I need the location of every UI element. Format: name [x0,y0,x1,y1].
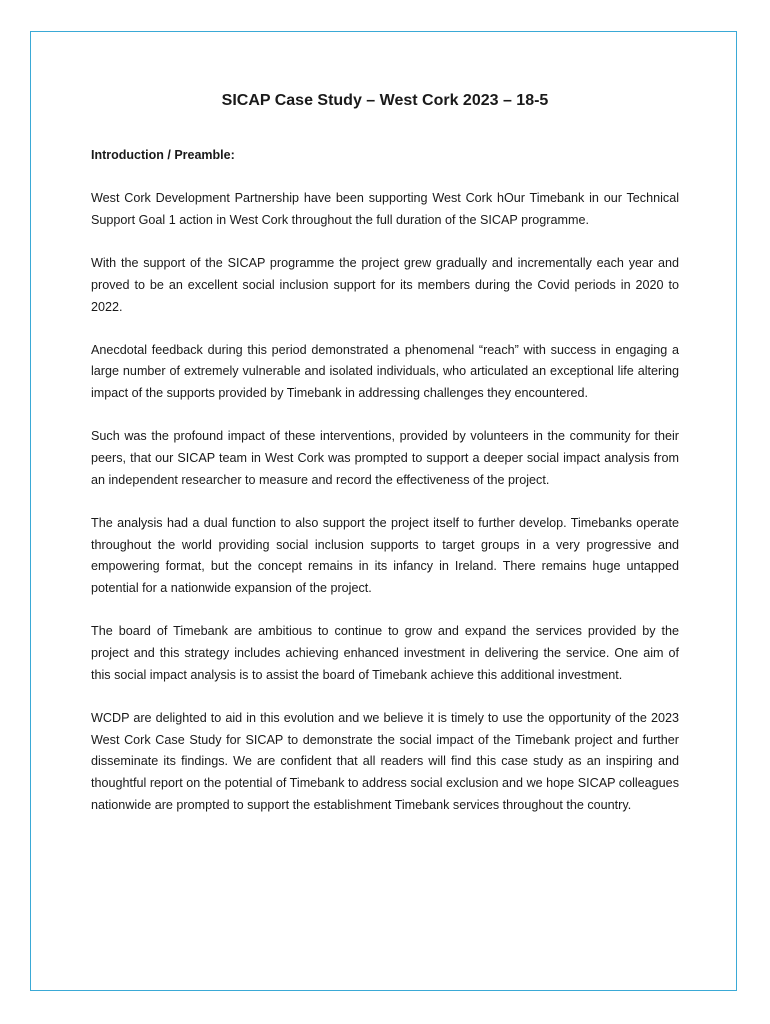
document-title: SICAP Case Study – West Cork 2023 – 18-5 [221,92,549,109]
paragraph-6: The board of Timebank are ambitious to continue to grow and expand the services provided by the project and this strategy includes achieving enhanced investment in delivering the service. One aim of this social impact analysis is to assist the board of Timebank achieve this additional investment. [91,624,679,682]
document-body [91,145,679,838]
paragraph-1: West Cork Development Partnership have been supporting West Cork hOur Timebank in our Technical Support Goal 1 action in West Cork throughout the full duration of the SICAP programme. [91,191,679,227]
paragraph-2: With the support of the SICAP programme the project grew gradually and incrementally each year and proved to be an excellent social inclusion support for its members during the Covid periods in 2020 to 2022. [91,256,679,314]
paragraph-7: WCDP are delighted to aid in this evolution and we believe it is timely to use the opportunity of the 2023 West Cork Case Study for SICAP to demonstrate the social impact of the Timebank project and further disseminate its findings. We are confident that all readers will find this case study as an inspiring and thoughtful report on the potential of Timebank to address social exclusion and we hope SICAP colleagues nationwide are prompted to support the establishment Timebank services throughout the country. [91,710,679,812]
paragraph-4: Such was the profound impact of these interventions, provided by volunteers in the community for their peers, that our SICAP team in West Cork was prompted to support a deeper social impact analysis from an independent researcher to measure and record the effectiveness of the project. [91,429,679,487]
intro-heading: Introduction / Preamble: [91,148,235,162]
paragraph-5: The analysis had a dual function to also support the project itself to further develop. Timebanks operate throughout the world providing social inclusion supports to target groups in a very progressive and empowering format, but the concept remains in its infancy in Ireland. There remains huge untapped potential for a nationwide expansion of the project. [91,515,679,596]
paragraph-3: Anecdotal feedback during this period demonstrated a phenomenal “reach” with success in engaging a large number of extremely vulnerable and isolated individuals, who articulated an exceptional life altering impact of the supports provided by Timebank in addressing challenges they encountered. [91,342,679,401]
